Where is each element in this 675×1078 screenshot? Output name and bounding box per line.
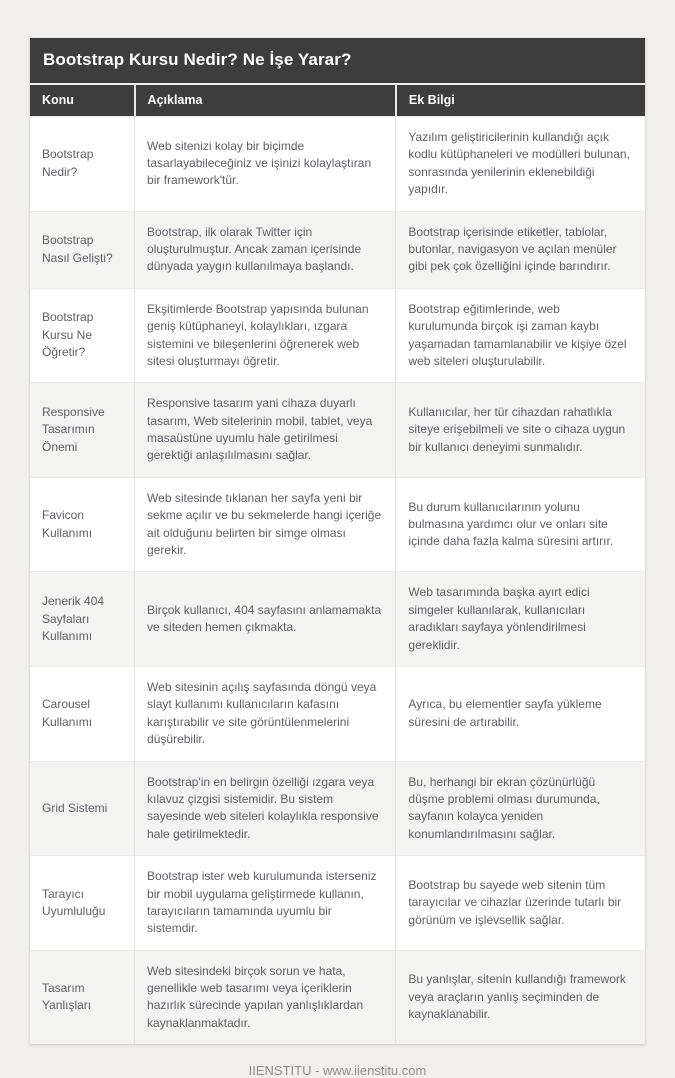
header-row bbox=[30, 85, 645, 117]
table-row bbox=[30, 211, 645, 288]
konu-cell: Bootstrap Nedir? bbox=[30, 117, 135, 212]
ekbilgi-cell: Yazılım geliştiricilerinin kullandığı açık kodlu kütüphaneleri ve modülleri bulunan, sonrasında yenilerinin eklenebildiği yapıdır. bbox=[396, 117, 645, 212]
table-row bbox=[30, 288, 645, 383]
page-title: Bootstrap Kursu Nedir? Ne İşe Yarar? bbox=[30, 38, 645, 83]
konu-cell: Tasarım Yanlışları bbox=[30, 950, 135, 1044]
column-header-aciklama: Açıklama bbox=[135, 85, 396, 117]
table-row bbox=[30, 950, 645, 1044]
table-body bbox=[30, 117, 645, 1045]
table-row bbox=[30, 572, 645, 667]
ekbilgi-cell: Bu, herhangi bir ekran çözünürlüğü düşme problemi olması durumunda, sayfanın kolayca yeniden konumlandırılmasını sağlar. bbox=[396, 761, 645, 856]
konu-cell: Bootstrap Kursu Ne Öğretir? bbox=[30, 288, 135, 383]
ekbilgi-cell: Kullanıcılar, her tür cihazdan rahatlıkla siteye erişebilmeli ve site o cihaza uygun bir kullanıcı deneyimi sunmalıdır. bbox=[396, 383, 645, 478]
ekbilgi-cell: Bootstrap eğitimlerinde, web kurulumunda birçok işi zaman kaybı yaşamadan tamamlanabilir ve kişiye özel web siteleri oluşturulabilir. bbox=[396, 288, 645, 383]
column-header-konu: Konu bbox=[30, 85, 135, 117]
table-row bbox=[30, 117, 645, 212]
aciklama-cell: Web sitesinin açılış sayfasında döngü veya slayt kullanımı kullanıcıların kafasını karıştırabilir ve site görüntülenmelerini düşürebilir. bbox=[135, 666, 396, 761]
info-table bbox=[30, 85, 645, 1044]
aciklama-cell: Bootstrap'in en belirgin özelliği ızgara veya kılavuz çizgisi sistemidir. Bu sistem sayesinde web siteleri kolaylıkla responsive hale getirilmektedir. bbox=[135, 761, 396, 856]
aciklama-cell: Ekşitimlerde Bootstrap yapısında bulunan geniş kütüphaneyi, kolaylıkları, ızgara sistemini ve bileşenlerini öğrenerek web sitesi oluşturmayı öğretir. bbox=[135, 288, 396, 383]
ekbilgi-cell: Bu yanlışlar, sitenin kullandığı framework veya araçların yanlış seçiminden de kaynaklanabilir. bbox=[396, 950, 645, 1044]
column-header-ekbilgi: Ek Bilgi bbox=[396, 85, 645, 117]
konu-cell: Bootstrap Nasıl Gelişti? bbox=[30, 211, 135, 288]
konu-cell: Responsive Tasarımın Önemi bbox=[30, 383, 135, 478]
konu-cell: Grid Sistemi bbox=[30, 761, 135, 856]
aciklama-cell: Web sitesinde tıklanan her sayfa yeni bir sekme açılır ve bu sekmelerde hangi içeriğe ait olduğunu belirten bir simge olması gerekir. bbox=[135, 477, 396, 572]
ekbilgi-cell: Bootstrap içerisinde etiketler, tablolar, butonlar, navigasyon ve açılan menüler gibi pek çok özelliğini içinde barındırır. bbox=[396, 211, 645, 288]
table-header bbox=[30, 85, 645, 117]
ekbilgi-cell: Ayrıca, bu elementler sayfa yükleme süresini de artırabilir. bbox=[396, 666, 645, 761]
ekbilgi-cell: Bu durum kullanıcılarının yolunu bulmasına yardımcı olur ve onları site içinde daha fazla kalma süresini artırır. bbox=[396, 477, 645, 572]
table-row bbox=[30, 666, 645, 761]
aciklama-cell: Web sitenizi kolay bir biçimde tasarlayabileceğiniz ve işinizi kolaylaştıran bir framework'tür. bbox=[135, 117, 396, 212]
footer-credit: IIENSTITU - www.iienstitu.com bbox=[248, 1063, 427, 1078]
aciklama-cell: Responsive tasarım yani cihaza duyarlı tasarım, Web sitelerinin mobil, tablet, veya masaüstüne uyumlu hale getirilmesi gerektiği anlaşılılmasını sağlar. bbox=[135, 383, 396, 478]
aciklama-cell: Bootstrap, ilk olarak Twitter için oluşturulmuştur. Ancak zaman içerisinde dünyada yaygın kullanılmaya başlandı. bbox=[135, 211, 396, 288]
aciklama-cell: Bootstrap ister web kurulumunda isterseniz bir mobil uygulama geliştirmede kullanın, tarayıcıların tamamında uyumlu bir sistemdir. bbox=[135, 856, 396, 951]
konu-cell: Jenerik 404 Sayfaları Kullanımı bbox=[30, 572, 135, 667]
aciklama-cell: Birçok kullanıcı, 404 sayfasını anlamamakta ve siteden hemen çıkmakta. bbox=[135, 572, 396, 667]
info-card bbox=[30, 38, 645, 1044]
table-row bbox=[30, 383, 645, 478]
konu-cell: Favicon Kullanımı bbox=[30, 477, 135, 572]
table-row bbox=[30, 856, 645, 951]
ekbilgi-cell: Web tasarımında başka ayırt edici simgeler kullanılarak, kullanıcıları aradıkları sayfaya yönlendirilmesi gereklidir. bbox=[396, 572, 645, 667]
aciklama-cell: Web sitesindeki birçok sorun ve hata, genellikle web tasarımı veya içeriklerin hazırlık sürecinde yapılan yanlışlıklardan kaynaklanmaktadır. bbox=[135, 950, 396, 1044]
ekbilgi-cell: Bootstrap bu sayede web sitenin tüm tarayıcılar ve cihazlar üzerinde tutarlı bir görünüm ve işlevsellik sağlar. bbox=[396, 856, 645, 951]
table-row bbox=[30, 761, 645, 856]
table-row bbox=[30, 477, 645, 572]
konu-cell: Carousel Kullanımı bbox=[30, 666, 135, 761]
konu-cell: Tarayıcı Uyumluluğu bbox=[30, 856, 135, 951]
